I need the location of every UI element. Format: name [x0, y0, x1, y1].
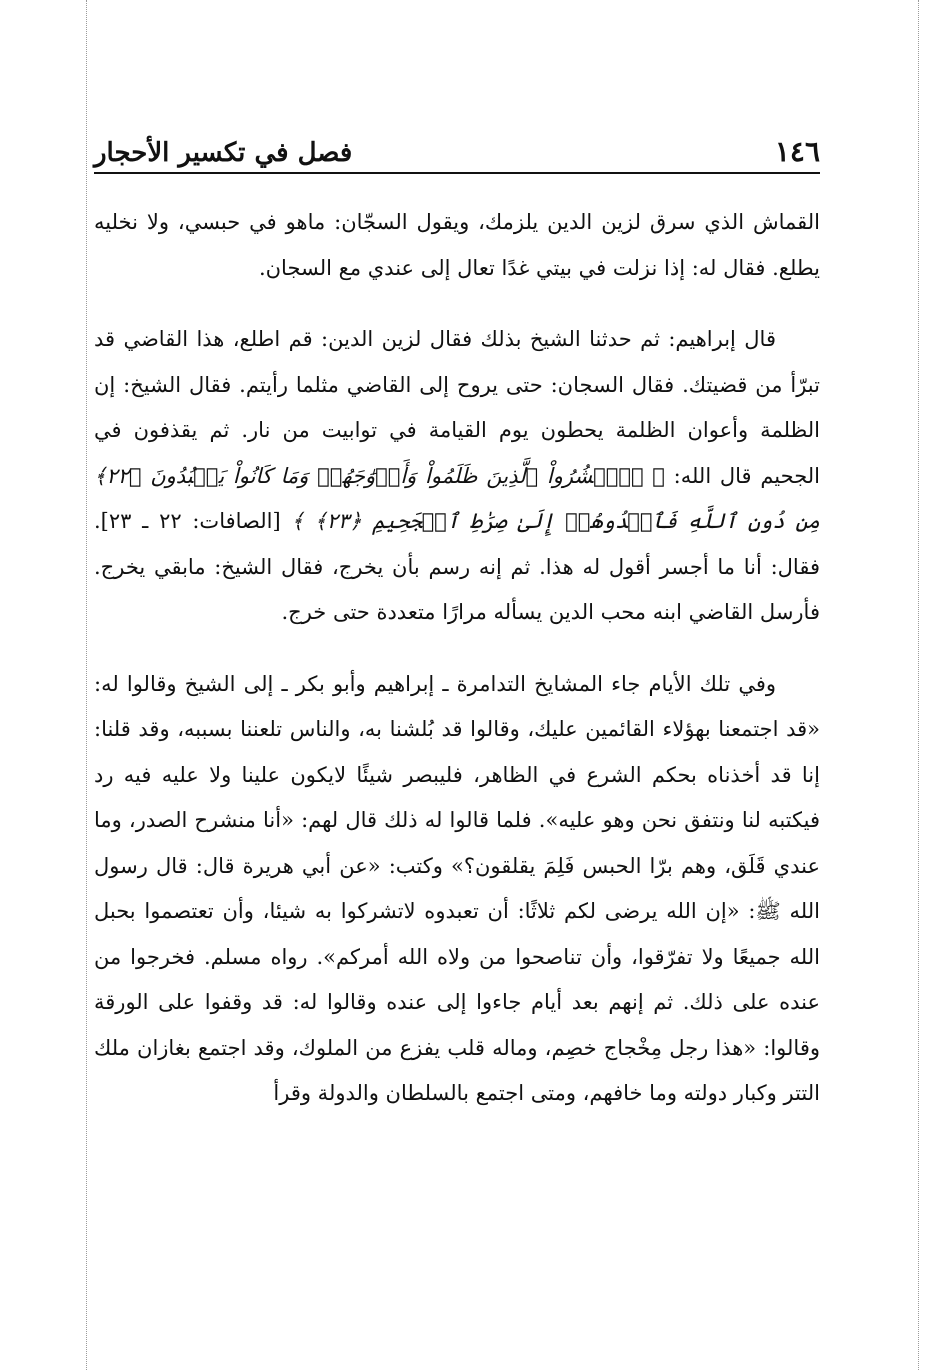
paragraph-2-text-before: قال إبراهيم: ثم حدثنا الشيخ بذلك فقال لزين الدين: قم اطلع، هذا القاضي قد تبرّأ من قضيتك. فقال السجان: حتى يروح إلى القاضي مثلما رأيتم. فقال الشيخ: إن الظلمة وأعوان الظلمة يحطون يوم القيامة في توابيت من نار. ثم يقذفون في الجحيم قال الله: [94, 327, 820, 488]
body-text [94, 200, 820, 1117]
paragraph-2-text-after: فقال: أنا ما أجسر أقول له هذا. ثم إنه رسم بأن يخرج، فقال الشيخ: مابقي يخرج. فأرسل القاضي ابنه محب الدين يسأله مرارًا متعددة حتى خرج. [94, 554, 820, 624]
book-page [94, 0, 820, 1370]
running-header [94, 128, 820, 174]
chapter-title: فصل في تكسير الأحجار [94, 138, 353, 168]
paragraph-3: وفي تلك الأيام جاء المشايخ التدامرة ـ إبراهيم وأبو بكر ـ إلى الشيخ وقالوا له: «قد اجتمعنا بهؤلاء القائمين عليك، وقالوا قد بُلشنا به، والناس تلعننا بسببه، وقد قلنا: إنا قد أخذناه بحكم الشرع في الظاهر، فليبصر شيئًا لايكون علينا ولا عليه فيه رد فيكتبه لنا ونتفق نحن وهو عليه». فلما قالوا له ذلك قال لهم: «أنا منشرح الصدر، وما عندي قَلَق، وهم برّا الحبس فَلِمَ يقلقون؟» وكتب: «عن أبي هريرة قال: قال رسول الله ﷺ: «إن الله يرضى لكم ثلاثًا: أن تعبدوه لاتشركوا به شيئا، وأن تعتصموا بحبل الله جميعًا ولا تفرّقوا، وأن تناصحوا من ولاه الله أمركم». رواه مسلم. فخرجوا من عنده على ذلك. ثم إنهم بعد أيام جاءوا إلى عنده وقالوا له: قد وقفوا على الورقة وقالوا: «هذا رجل مِخْجاج خصِم، وماله قلب يفزع من الملوك، وقد اجتمع بغازان ملك التتر وكبار دولته وما خافهم، ومتى اجتمع بالسلطان والدولة وقرأ [94, 671, 820, 1105]
page-number: ١٤٦ [774, 135, 820, 168]
paragraph-2 [94, 317, 820, 636]
scan-margin-line-left [86, 0, 87, 1370]
quran-citation: [الصافات: ٢٢ ـ ٢٣]. [94, 509, 292, 533]
paragraph-1: القماش الذي سرق لزين الدين يلزمك، ويقول السجّان: ماهو في حبسي، ولا نخليه يطلع. فقال له: إذا نزلت في بيتي غدًا تعال إلى عندي مع السجان. [94, 210, 820, 280]
quran-verse: ﴿ ۞ٱحۡشُرُواْ ٱلَّذِينَ ظَلَمُواْ وَأَزۡوَٰجَهُمۡ وَمَا كَانُواْ يَعۡبُدُونَ ﴿٢٢﴾ مِن دُونِ ٱللَّهِ فَٱهۡدُوهُمۡ إِلَىٰ صِرَٰطِ ٱلۡجَحِيمِ ﴿٢٣﴾ ﴾ [94, 463, 820, 533]
scan-margin-line-right [918, 0, 919, 1370]
